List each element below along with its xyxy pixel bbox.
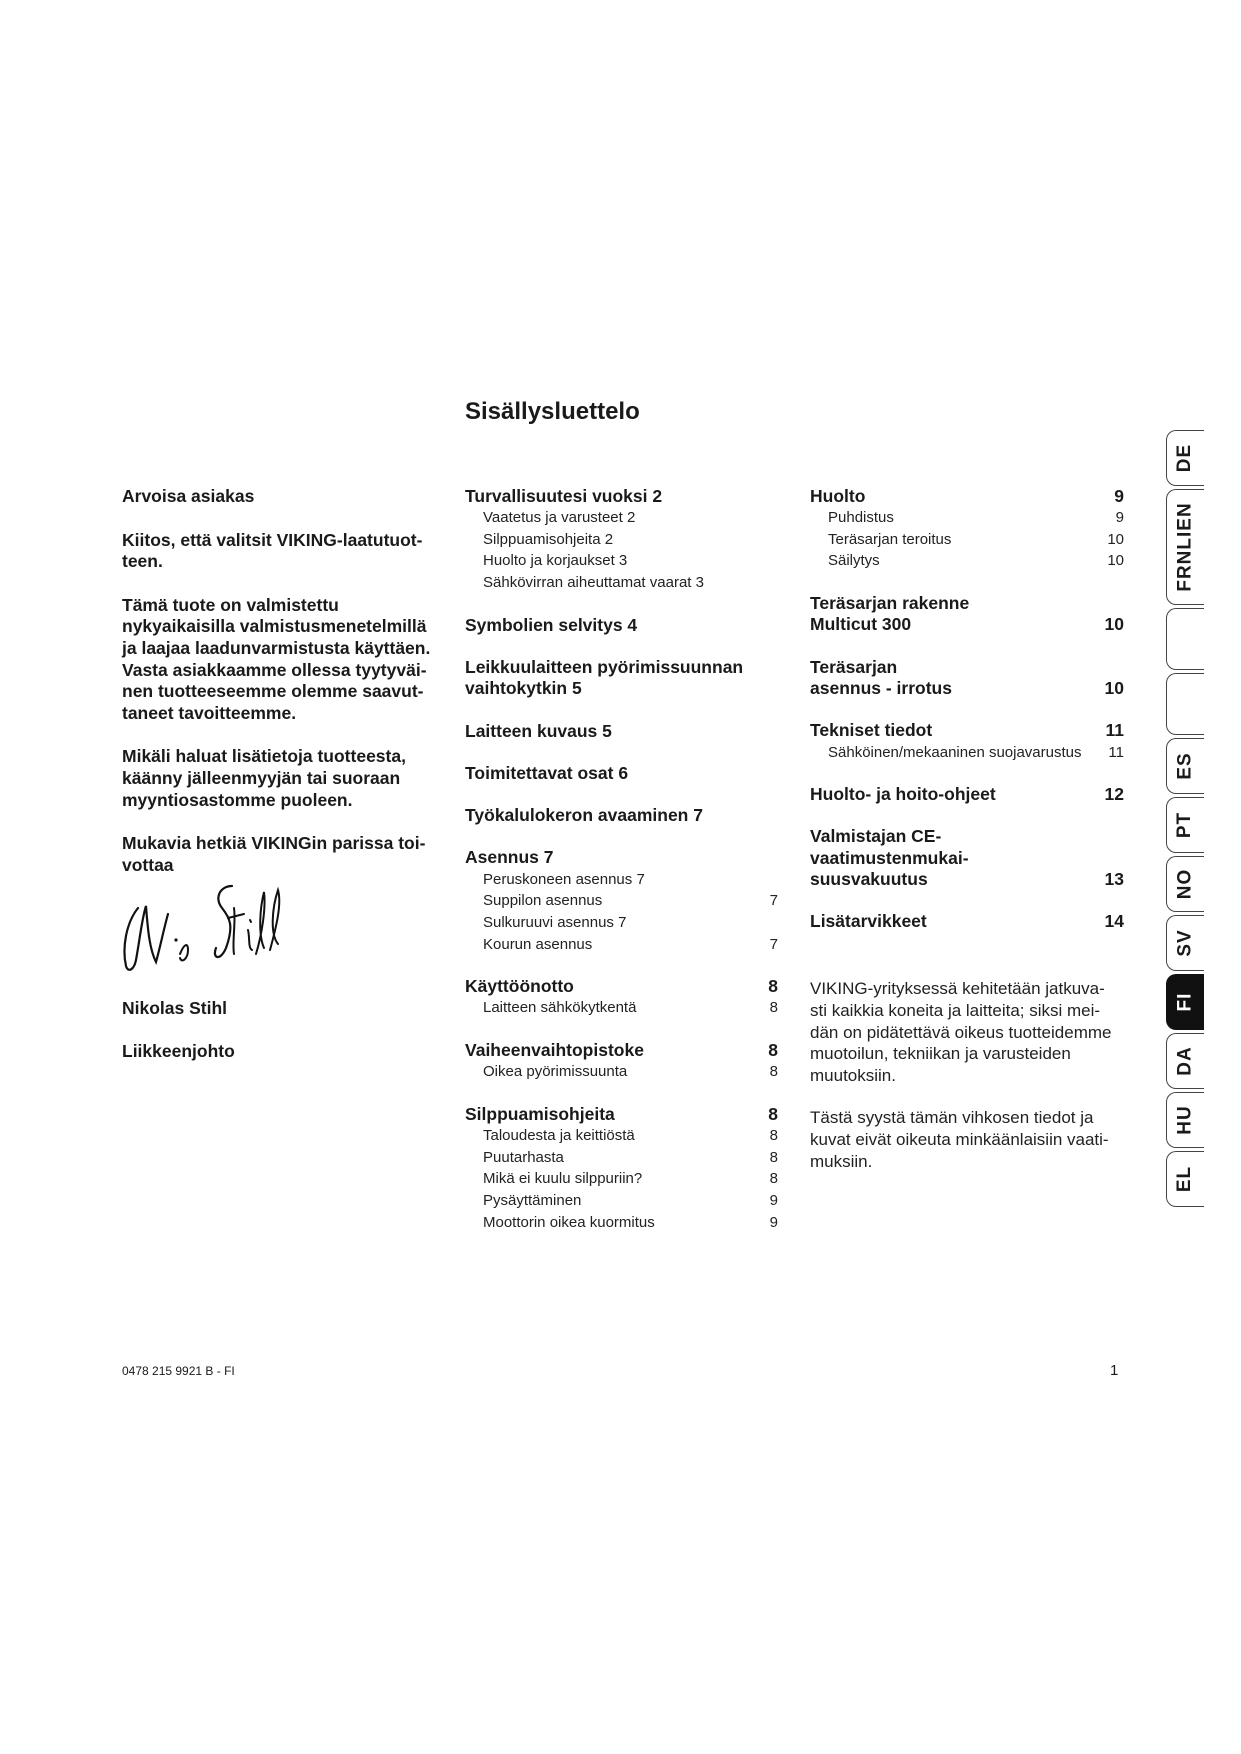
toc-heading-label: Tekniset tiedot: [810, 720, 933, 741]
toc-item-label: Suppilon asennus: [483, 892, 603, 910]
language-tab-fi[interactable]: [1166, 974, 1204, 1030]
toc-item-page: 9: [769, 1213, 778, 1231]
toc-item-label: Pysäyttäminen: [483, 1191, 582, 1209]
toc-item-page: 8: [769, 999, 778, 1017]
signer-name: Nikolas Stihl: [122, 998, 228, 1018]
toc-heading-label: Silppuamisohjeita: [465, 1103, 615, 1124]
language-tab-es[interactable]: [1166, 738, 1204, 794]
toc-item-label: Sulkuruuvi asennus 7: [483, 913, 627, 931]
toc-item-page: 8: [769, 1170, 778, 1188]
page-number: 1: [1110, 1362, 1119, 1379]
toc-heading-label: Huolto: [810, 486, 866, 506]
toc-item-page: 8: [769, 1127, 778, 1145]
toc-section: [810, 486, 1124, 572]
toc-heading[interactable]: [465, 615, 778, 636]
language-tab-label: PT: [1174, 811, 1196, 839]
intro-paragraph-4: Mukavia hetkiä VIKINGin parissa toi- vottaa: [122, 833, 426, 875]
toc-column-middle: [465, 486, 778, 1254]
toc-item-label: Laitteen sähkökytkentä: [483, 999, 637, 1017]
toc-item[interactable]: [465, 912, 778, 934]
language-tab-el[interactable]: [1166, 1151, 1204, 1207]
toc-heading-label: Vaiheenvaihtopistoke: [465, 1040, 644, 1061]
toc-item[interactable]: [465, 997, 778, 1019]
toc-item[interactable]: [810, 742, 1124, 764]
toc-heading[interactable]: [810, 826, 1124, 890]
toc-item[interactable]: [465, 934, 778, 956]
language-tab-de[interactable]: [1166, 430, 1204, 486]
toc-item[interactable]: [465, 1190, 778, 1212]
toc-item-label: Peruskoneen asennus 7: [483, 870, 645, 888]
language-tab-label: FRNLIEN: [1174, 502, 1196, 592]
toc-section: [465, 976, 778, 1019]
notice-paragraph-2: Tästä syystä tämän vihkosen tiedot ja kuvat eivät oikeuta minkäänlaisiin vaati- muksiin.: [810, 1108, 1109, 1171]
toc-item[interactable]: [465, 529, 778, 551]
toc-item-label: Sähkövirran aiheuttamat vaarat 3: [483, 574, 704, 592]
toc-section: [465, 805, 778, 826]
toc-heading-label: Leikkuulaitteen pyörimissuunnan vaihtokytkin 5: [465, 656, 744, 699]
toc-section: [810, 911, 1124, 932]
toc-item-page: 9: [1115, 509, 1124, 527]
toc-item-label: Kourun asennus: [483, 935, 593, 953]
toc-item-label: Taloudesta ja keittiöstä: [483, 1127, 635, 1145]
intro-greeting: Arvoisa asiakas: [122, 486, 255, 506]
toc-item[interactable]: [465, 550, 778, 572]
language-tab-label: SV: [1174, 929, 1196, 957]
toc-heading-label: Asennus 7: [465, 847, 554, 868]
toc-item-page: 10: [1107, 530, 1124, 548]
toc-heading[interactable]: [465, 721, 778, 742]
language-tab-frnlien[interactable]: [1166, 489, 1204, 605]
toc-item-label: Silppuamisohjeita 2: [483, 530, 614, 548]
toc-section: [465, 721, 778, 742]
toc-item-label: Vaatetus ja varusteet 2: [483, 509, 636, 527]
toc-section: [810, 657, 1124, 700]
toc-section: [810, 593, 1124, 636]
toc-heading-label: Symbolien selvitys 4: [465, 614, 638, 635]
toc-heading-label: Huolto- ja hoito-ohjeet: [810, 784, 996, 805]
toc-heading-page: 8: [768, 1040, 778, 1061]
toc-item-label: Säilytys: [828, 552, 880, 570]
toc-heading[interactable]: [810, 720, 1124, 741]
signature-image: [116, 878, 291, 988]
toc-item[interactable]: [810, 507, 1124, 529]
toc-item[interactable]: [465, 572, 778, 594]
toc-item-page: 7: [769, 935, 778, 953]
toc-section: [810, 720, 1124, 763]
toc-heading-page: 14: [1104, 911, 1124, 932]
toc-heading-page: 11: [1105, 720, 1124, 741]
toc-item[interactable]: [465, 1168, 778, 1190]
toc-item-label: Mikä ei kuulu silppuriin?: [483, 1170, 643, 1188]
toc-item-page: 7: [769, 892, 778, 910]
toc-item[interactable]: [465, 1147, 778, 1169]
toc-heading[interactable]: [810, 593, 1124, 636]
toc-section: [465, 486, 778, 594]
toc-section: [810, 826, 1124, 890]
toc-heading-label: Käyttöönotto: [465, 976, 574, 997]
document-code: 0478 215 9921 B - FI: [122, 1364, 235, 1378]
toc-heading-label: Työkalulokeron avaaminen 7: [465, 805, 703, 826]
toc-item-page: 8: [769, 1148, 778, 1166]
notice-paragraph-1: VIKING-yrityksessä kehitetään jatkuva- sti kaikkia koneita ja laitteita; siksi mei- dän on pidätettävä oikeus tuotteidemme muotoilun, tekniikan ja varusteiden muutoksiin.: [810, 979, 1112, 1086]
toc-heading-label: Lisätarvikkeet: [810, 911, 927, 932]
toc-heading[interactable]: [465, 1104, 778, 1125]
toc-item-label: Sähköinen/mekaaninen suojavarustus: [828, 743, 1082, 761]
toc-heading-label: Laitteen kuvaus 5: [465, 720, 612, 741]
toc-heading-page: 13: [1104, 869, 1124, 890]
toc-section: [465, 1040, 778, 1083]
toc-section: [465, 657, 778, 700]
toc-heading[interactable]: [465, 976, 778, 997]
toc-heading-label: Teräsarjan asennus - irrotus: [810, 656, 952, 698]
toc-heading[interactable]: [465, 763, 778, 784]
toc-heading-page: 8: [768, 976, 778, 997]
toc-heading[interactable]: [465, 805, 778, 826]
language-tab-sv[interactable]: [1166, 915, 1204, 971]
intro-paragraph-2: Tämä tuote on valmistettu nykyaikaisilla valmistusmenetelmillä ja laajaa laadunvarmistusta käyttäen. Vasta asiakkaamme ollessa tyytyväi- nen tuotteeseemme olemme saavut- taneet tavoitteemme.: [122, 594, 431, 723]
toc-heading[interactable]: [465, 657, 778, 700]
signer-role: Liikkeenjohto: [122, 1041, 235, 1061]
toc-item[interactable]: [465, 1061, 778, 1083]
language-tabs: [1166, 430, 1206, 1210]
toc-item-label: Puhdistus: [828, 509, 894, 527]
toc-heading-page: 12: [1104, 784, 1124, 805]
toc-heading-page: 10: [1104, 614, 1124, 635]
toc-heading-label: Toimitettavat osat 6: [465, 762, 629, 783]
language-tab-label: FI: [1174, 992, 1196, 1012]
intro-paragraph-1: Kiitos, että valitsit VIKING-laatutuot- teen.: [122, 529, 423, 572]
toc-item-page: 11: [1108, 743, 1124, 761]
toc-section: [810, 784, 1124, 805]
language-tab-label: ES: [1174, 752, 1196, 780]
toc-item[interactable]: [465, 869, 778, 891]
toc-item-label: Moottorin oikea kuormitus: [483, 1213, 655, 1231]
toc-heading-label: Teräsarjan rakenne Multicut 300: [810, 593, 970, 635]
toc-heading-label: Turvallisuutesi vuoksi 2: [465, 486, 663, 506]
toc-item-label: Oikea pyörimissuunta: [483, 1063, 628, 1081]
language-tab-label: EL: [1174, 1165, 1196, 1193]
language-tab-label: DA: [1174, 1046, 1196, 1076]
toc-heading[interactable]: [465, 1040, 778, 1061]
language-tab-no[interactable]: [1166, 856, 1204, 912]
toc-item[interactable]: [465, 1125, 778, 1147]
language-tab-label: HU: [1174, 1105, 1196, 1135]
toc-section: [465, 615, 778, 636]
intro-column: [122, 486, 440, 876]
language-tab-da[interactable]: [1166, 1033, 1204, 1089]
toc-heading[interactable]: [810, 784, 1124, 805]
toc-item-label: Puutarhasta: [483, 1148, 564, 1166]
toc-heading[interactable]: [465, 847, 778, 868]
toc-item[interactable]: [810, 529, 1124, 551]
toc-item[interactable]: [810, 550, 1124, 572]
toc-section: [465, 763, 778, 784]
toc-heading[interactable]: [810, 657, 1124, 700]
toc-item[interactable]: [465, 890, 778, 912]
toc-item[interactable]: [465, 1212, 778, 1234]
intro-paragraph-3: Mikäli haluat lisätietoja tuotteesta, käänny jälleenmyyjän tai suoraan myyntiosastomme puoleen.: [122, 746, 406, 810]
language-tab-blank-3[interactable]: [1166, 673, 1204, 735]
language-tab-label: DE: [1174, 443, 1196, 473]
toc-heading-page: 8: [768, 1103, 778, 1124]
page-title: Sisällysluettelo: [465, 398, 640, 425]
language-tab-label: NO: [1174, 868, 1196, 900]
toc-item-page: 8: [769, 1063, 778, 1081]
toc-heading-page: 9: [1114, 486, 1124, 506]
toc-item[interactable]: [465, 507, 778, 529]
toc-heading[interactable]: [810, 486, 1124, 507]
language-tab-blank-2[interactable]: [1166, 608, 1204, 670]
toc-item-page: 9: [769, 1191, 778, 1209]
toc-heading-label: Valmistajan CE-vaatimustenmukai- suusvakuutus: [810, 826, 969, 890]
toc-heading[interactable]: [465, 486, 778, 507]
toc-item-page: 10: [1107, 552, 1124, 570]
language-tab-pt[interactable]: [1166, 797, 1204, 853]
toc-column-right: [810, 486, 1124, 954]
toc-item-label: Huolto ja korjaukset 3: [483, 552, 628, 570]
language-tab-hu[interactable]: [1166, 1092, 1204, 1148]
toc-heading-page: 10: [1104, 677, 1124, 698]
toc-heading[interactable]: [810, 911, 1124, 932]
toc-item-label: Teräsarjan teroitus: [828, 530, 952, 548]
toc-section: [465, 1104, 778, 1233]
toc-section: [465, 847, 778, 955]
